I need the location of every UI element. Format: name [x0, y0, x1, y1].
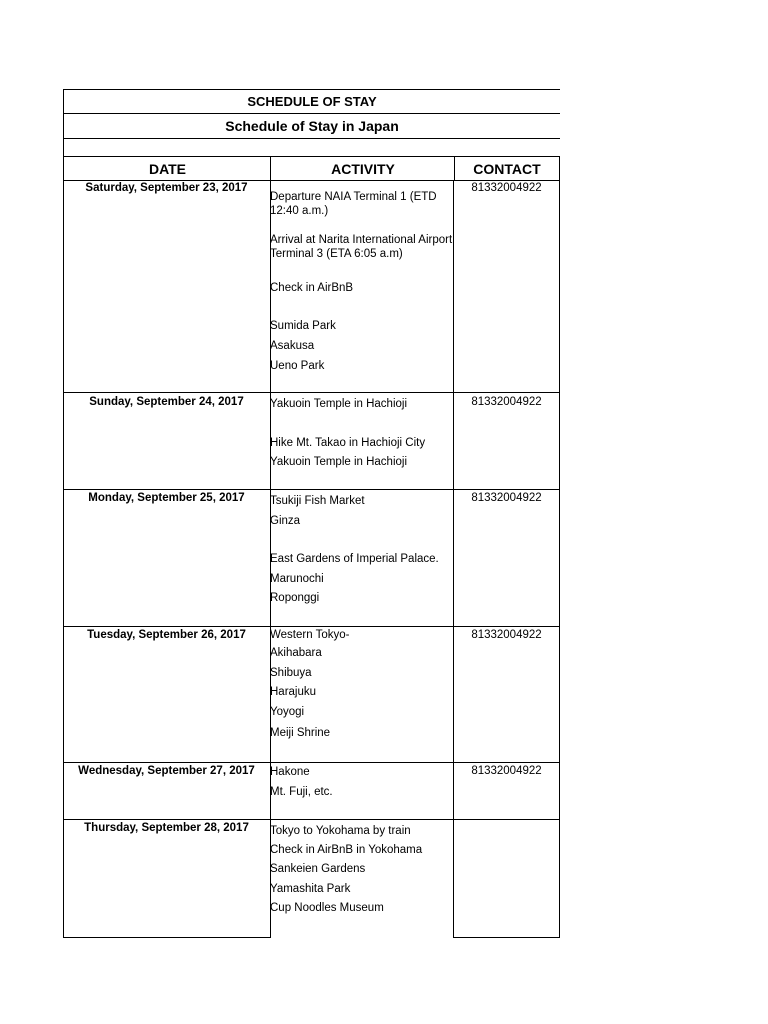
schedule-sheet [63, 89, 560, 938]
activity-item: Departure NAIA Terminal 1 (ETD 12:40 a.m.) [270, 191, 437, 217]
document-subtitle: Schedule of Stay in Japan [63, 113, 560, 138]
row-separator [63, 937, 271, 938]
activity-item: Roponggi [270, 592, 320, 604]
header-contact: CONTACT [454, 157, 560, 181]
activity-item: Tsukiji Fish Market [270, 495, 365, 507]
activity-item: Western Tokyo- [270, 629, 350, 641]
row-separator [63, 819, 560, 820]
row-separator [453, 937, 560, 938]
activity-item: Check in AirBnB in Yokohama [270, 844, 423, 856]
contact-cell: 81332004922 [471, 182, 542, 194]
activity-item: Yakuoin Temple in Hachioji [270, 398, 408, 410]
date-cell: Tuesday, September 26, 2017 [87, 629, 246, 641]
row-separator [63, 626, 560, 627]
grid-line-right [559, 181, 560, 938]
activity-item: Marunochi [270, 573, 324, 585]
contact-cell: 81332004922 [471, 765, 542, 777]
date-cell: Monday, September 25, 2017 [88, 492, 245, 504]
activity-item: Ueno Park [270, 360, 325, 372]
contact-cell: 81332004922 [471, 629, 542, 641]
activity-item: Yamashita Park [270, 883, 351, 895]
activity-item: Harajuku [270, 686, 317, 698]
activity-item: Tokyo to Yokohama by train [270, 825, 411, 837]
activity-item: East Gardens of Imperial Palace. [270, 553, 439, 565]
activity-item: Yoyogi [270, 706, 305, 718]
activity-item: Sumida Park [270, 320, 336, 332]
date-cell: Sunday, September 24, 2017 [89, 396, 244, 408]
contact-cell: 81332004922 [471, 396, 542, 408]
activity-item: Asakusa [270, 340, 315, 352]
activity-item: Hakone [270, 766, 310, 778]
activity-item: Meiji Shrine [270, 727, 331, 739]
header-date: DATE [63, 157, 271, 181]
activity-item: Check in AirBnB [270, 282, 354, 294]
activity-item: Cup Noodles Museum [270, 902, 384, 914]
activity-item: Mt. Fuji, etc. [270, 786, 333, 798]
activity-item: Yakuoin Temple in Hachioji [270, 456, 408, 468]
header-activity: ACTIVITY [270, 157, 455, 181]
row-separator [63, 392, 560, 393]
activity-item: Akihabara [270, 647, 322, 659]
contact-cell: 81332004922 [471, 492, 542, 504]
date-cell: Thursday, September 28, 2017 [84, 822, 249, 834]
activity-item: Ginza [270, 515, 301, 527]
activity-item: Hike Mt. Takao in Hachioji City [270, 437, 426, 449]
blank-spacer-row [63, 138, 560, 157]
activity-item: Sankeien Gardens [270, 863, 366, 875]
row-separator [63, 489, 560, 490]
document-title: SCHEDULE OF STAY [63, 89, 560, 113]
date-cell: Wednesday, September 27, 2017 [78, 765, 255, 777]
date-cell: Saturday, September 23, 2017 [85, 182, 248, 194]
activity-item: Shibuya [270, 667, 312, 679]
activity-item: Arrival at Narita International Airport Terminal 3 (ETA 6:05 a.m) [270, 234, 453, 260]
row-separator [63, 762, 560, 763]
